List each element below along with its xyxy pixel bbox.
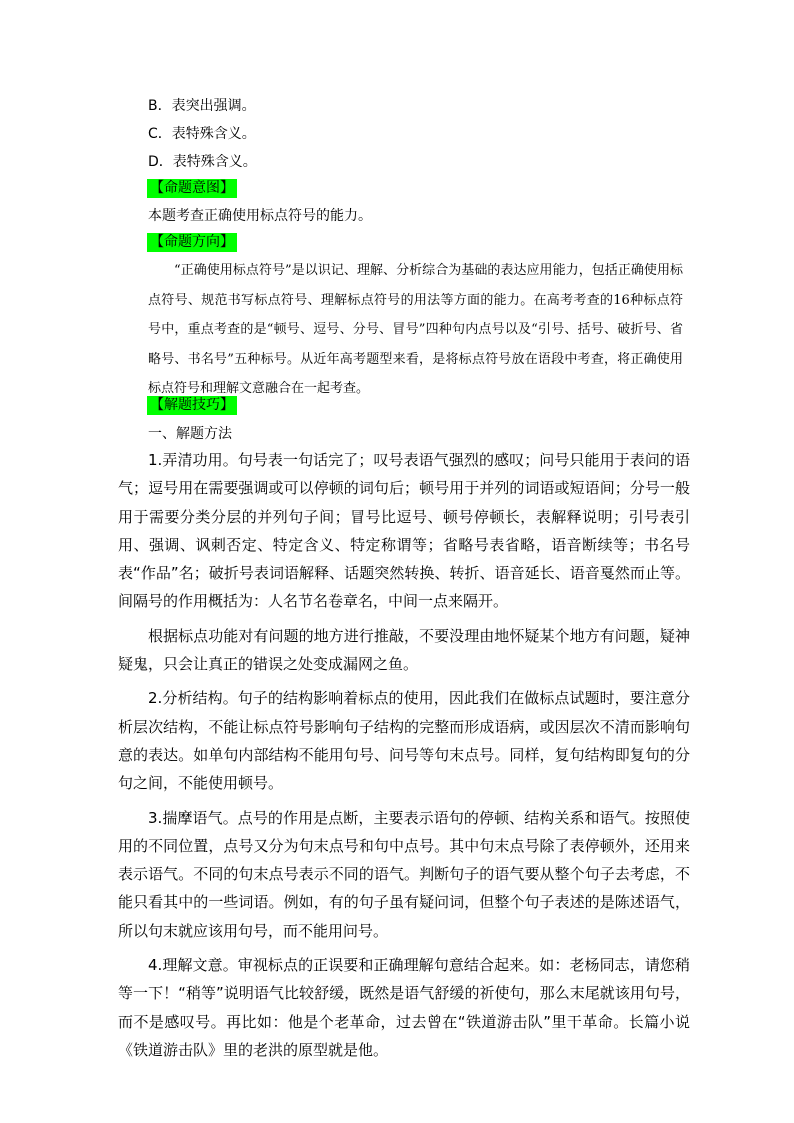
option-c: C．表特殊含义。 bbox=[148, 126, 256, 142]
paragraph-5: 4.理解文意。审视标点的正误要和正确理解句意结合起来。如：老杨同志，请您稍等一下！“稍等”说明语气比较舒缓，既然是语气舒缓的祈使句，那么末尾就该用句号，而不是感叹号。再比如：他是个老革命，过去曾在“铁道游击队”里干革命。长篇小说《铁道游击队》里的老洪的原型就是他。 bbox=[118, 956, 690, 1059]
paragraph-2: 根据标点功能对有问题的地方进行推敲，不要没理由地怀疑某个地方有问题，疑神疑鬼，只会让真正的错误之处变成漏网之鱼。 bbox=[118, 626, 690, 674]
direction-text: “正确使用标点符号”是以识记、理解、分析综合为基础的表达应用能力，包括正确使用标点符号、规范书写标点符号、理解标点符号的用法等方面的能力。在高考考查的16种标点符号中，重点考查的是“顿号、逗号、分号、冒号”四种句内点号以及“引号、括号、破折号、省略号、书名号”五种标号。从近年高考题型来看，是将标点符号放在语段中考查，将正确使用标点符号和理解文意融合在一起考查。 bbox=[148, 263, 683, 396]
intent-tag: 【命题意图】 bbox=[147, 179, 237, 198]
method-body bbox=[118, 446, 690, 1070]
direction-tag: 【命题方向】 bbox=[147, 233, 237, 252]
direction-block bbox=[148, 256, 683, 404]
option-b: B．表突出强调。 bbox=[148, 98, 256, 114]
skill-tag: 【解题技巧】 bbox=[147, 396, 237, 415]
paragraph-1: 1.弄清功用。句号表一句话完了；叹号表语气强烈的感叹；问号只能用于表问的语气；逗号用在需要强调或可以停顿的词句后；顿号用于并列的词语或短语间；分号一般用于需要分类分层的并列句子间；冒号比逗号、顿号停顿长，表解释说明；引号表引用、强调、讽刺否定、特定含义、特定称谓等；省略号表省略，语音断续等；书名号表“作品”名；破折号表词语解释、话题突然转换、转折、语音延长、语音戛然而止等。间隔号的作用概括为：人名节名卷章名，中间一点来隔开。 bbox=[118, 451, 690, 611]
method-heading: 一、解题方法 bbox=[148, 426, 232, 442]
intent-text: 本题考查正确使用标点符号的能力。 bbox=[148, 208, 372, 224]
paragraph-4: 3.揣摩语气。点号的作用是点断，主要表示语句的停顿、结构关系和语气。按照使用的不同位置，点号又分为句末点号和句中点号。其中句末点号除了表停顿外，还用来表示语气。不同的句末点号表示不同的语气。判断句子的语气要从整个句子去考虑，不能只看其中的一些词语。例如，有的句子虽有疑问词，但整个句子表述的是陈述语气，所以句末就应该用句号，而不能用问号。 bbox=[118, 808, 690, 940]
option-d: D．表特殊含义。 bbox=[148, 154, 257, 170]
paragraph-3: 2.分析结构。句子的结构影响着标点的使用，因此我们在做标点试题时，要注意分析层次结构，不能让标点符号影响句子结构的完整而形成语病，或因层次不清而影响句意的表达。如单句内部结构不能用句号、问号等句末点号。同样，复句结构即复句的分句之间，不能使用顿号。 bbox=[118, 689, 690, 793]
